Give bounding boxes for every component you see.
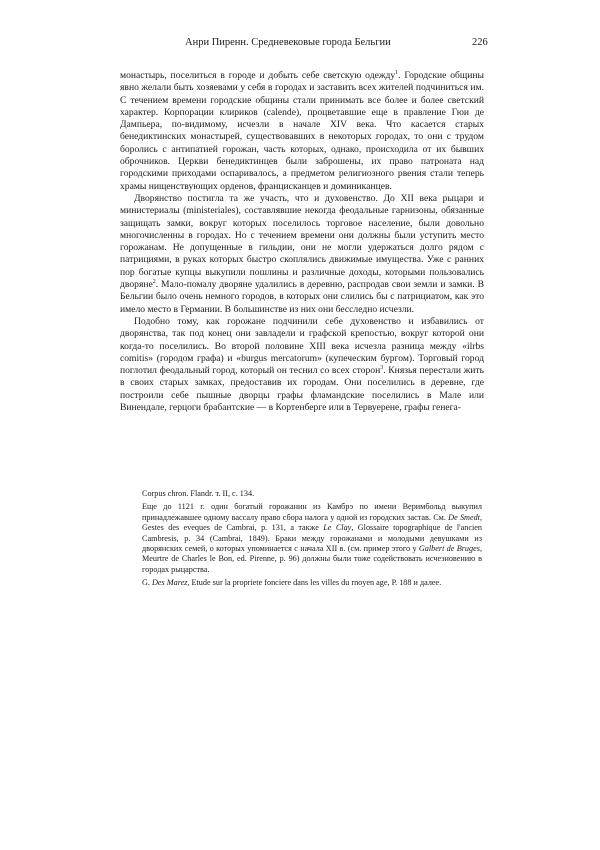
footnote-text: Corpus chron. Flandr. т. II, с. 134. bbox=[142, 489, 255, 498]
footnote bbox=[142, 502, 482, 575]
main-text bbox=[120, 70, 484, 414]
footnote bbox=[142, 489, 482, 499]
text-run: . Мало-помалу дворяне удалились в деревню, распродав свои земли и замки. В Бельгии было очень немного городов, в которых они слились бы с патрициатом, как это имело место в Германии. В большинстве из них они бесследно исчезли. bbox=[120, 279, 484, 315]
text-run: Дворянство постигла та же участь, что и духовенство. До XII века рыцари и министериалы (ministeriales), составлявшие некогда феодальные гарнизоны, обязанные защищать замки, вокруг которых поселилось торговое население, были довольно многочисленны в городах. Но с течением времени они должны были уступить место горожанам. Не допущенные в гильдии, они не могли удержаться долго рядом с патрициями, в руках которых быстро скоплялись движимые имущества. Уже с ранних пор богатые купцы выкупили пошлины и различные доходы, которыми пользовались дворяне bbox=[120, 192, 484, 291]
text-run: . Князья перестали жить в своих старых замках, предоставив их городам. Они поселились в деревне, где построили себе пышные дворцы графы фламандские поселились в Мале или Винендале, герцоги брабантские — в Кортенберге или в Тервуерене, графы генега- bbox=[120, 365, 485, 414]
text-run: . Городские общины явно желали быть хозяевами у себя в городах и заставить всех жителей подчиниться им. С течением времени городские общины стали принимать все более и более светский характер. Корпорации клириков (calende), процветавшие еще в правление Гюи де Дампьера, по-видимому, исчезли в начале XIV века. Что касается старых бенедиктинских монастырей, существовавших в некоторых городах, то они с трудом боролись с антипатией горожан, часть которых, однако, происходила от их бывших оброчников. Церкви бенедиктинцев были заброшены, их право патроната над городскими приходами оспаривалось, а предметом религиозного рвения стали теперь храмы нищенствующих орденов, францисканцев и доминиканцев. bbox=[120, 70, 484, 192]
footnote-text: Еще до 1121 г. один богатый горожанин из Камбрэ по имени Веримбольд выкупил принадлежавшее одному вассалу право сбора налога у одной из городских застав. См. bbox=[142, 502, 482, 522]
text-run: монастырь, поселиться в городе и добыть себе светскую одежду bbox=[120, 70, 396, 81]
footnotes bbox=[142, 489, 482, 592]
footnote-text: G. bbox=[142, 578, 153, 588]
running-title: Анри Пиренн. Средневековые города Бельгии bbox=[185, 37, 391, 48]
footnote-ref: 3 bbox=[380, 364, 384, 371]
page-number: 226 bbox=[472, 37, 488, 48]
footnote-text: , Etude sur la propriete fonciere dans les villes du rnoyen age, Р. 188 и далее. bbox=[187, 578, 442, 588]
footnote-text: , Meurtre de Charles le Bon, ed. Pirenne, p. 96) должны были тоже содействовать исчезновению в городах рыцарства. bbox=[142, 544, 482, 574]
author-name: Des Marez bbox=[152, 578, 188, 588]
paragraph bbox=[120, 70, 484, 193]
footnote-ref: 2 bbox=[152, 278, 156, 285]
author-name: De Smedt bbox=[448, 512, 480, 522]
footnote-ref: 1 bbox=[395, 69, 399, 76]
author-name: Galbert de Bruges bbox=[418, 544, 480, 554]
text-run: Подобно тому, как горожане подчинили себе духовенство и избавились от дворянства, так под конец они завладели и графской крепостью, вокруг которой они когда-то поселились. Во второй половине XIII века исчезла разница между «ilrbs comitis» (городом графа) и «burgus mercatorum» (купеческим бургом). Торговый город поглотил феодальный город, который он теснил со всех сторон bbox=[120, 315, 484, 377]
author-name: Le Clay bbox=[323, 523, 352, 533]
paragraph bbox=[120, 193, 484, 316]
footnote-text: , Glossaire topographique de l'ancien Cambresis, p. 34 (Cambrai, 1849). Браки между горожанами и молодыми девушками из дворянских семей, о которых упоминается с начала XII в. (см. пример этого у bbox=[142, 523, 483, 554]
footnote bbox=[142, 578, 482, 588]
paragraph bbox=[120, 316, 484, 414]
footnote-text: , Gestes des eveques de Cambrai, p. 131, а также bbox=[142, 512, 483, 533]
